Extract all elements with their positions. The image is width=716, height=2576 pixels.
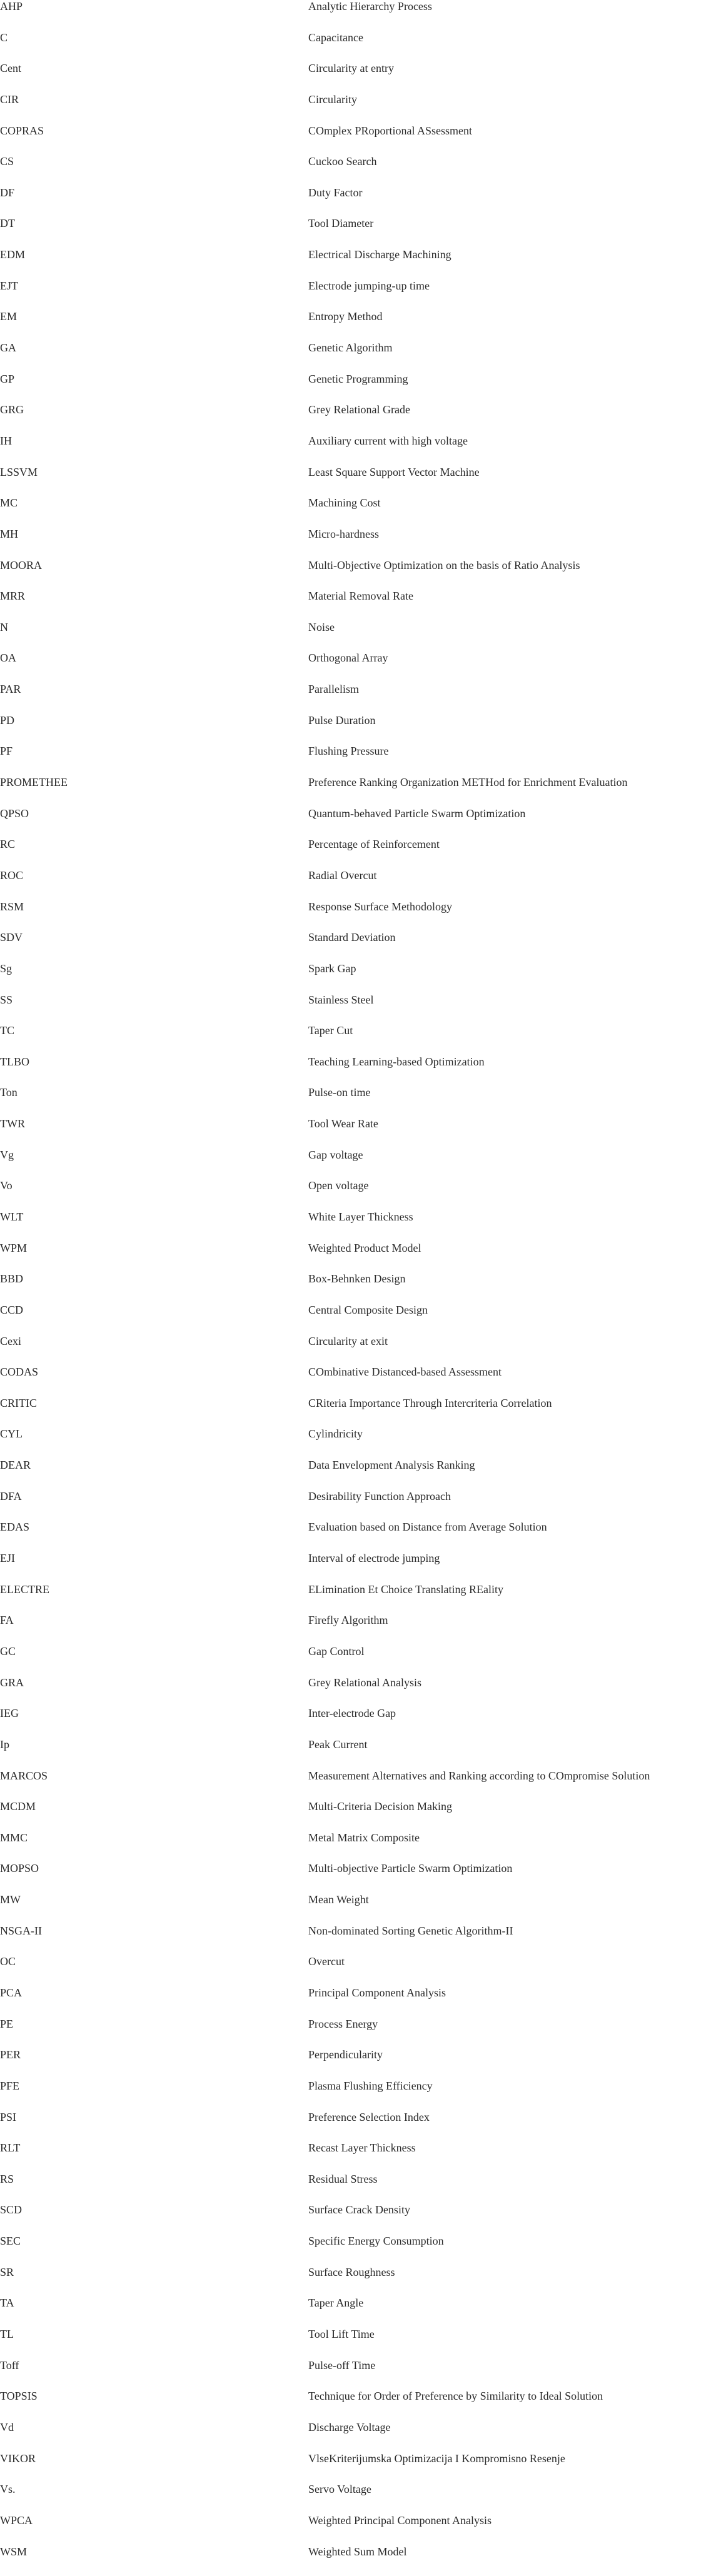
abbreviation-term: IH (0, 434, 12, 447)
abbreviation-definition: Servo Voltage (308, 2483, 371, 2496)
abbreviation-definition: Preference Selection Index (308, 2110, 430, 2123)
abbreviation-definition: Circularity at exit (308, 1334, 388, 1347)
abbreviation-row (0, 1086, 716, 1117)
abbreviation-definition: Specific Energy Consumption (308, 2235, 444, 2248)
abbreviation-definition: Pulse-on time (308, 1086, 371, 1099)
abbreviation-term: WPCA (0, 2513, 33, 2527)
abbreviation-row (0, 1024, 716, 1055)
abbreviation-row (0, 1769, 716, 1801)
abbreviation-definition: Duty Factor (308, 186, 363, 199)
abbreviation-row (0, 2452, 716, 2483)
abbreviation-term: CRITIC (0, 1396, 38, 1409)
abbreviation-definition: Weighted Product Model (308, 1241, 421, 1254)
abbreviation-term: OA (0, 652, 16, 665)
abbreviation-definition: COmplex PRoportional ASsessment (308, 124, 473, 137)
abbreviation-row (0, 1117, 716, 1149)
abbreviation-definition: Least Square Support Vector Machine (308, 465, 480, 478)
abbreviation-row (0, 2421, 716, 2452)
abbreviation-term: SEC (0, 2235, 21, 2248)
abbreviation-definition: ELimination Et Choice Translating REality (308, 1582, 503, 1596)
abbreviation-definition: Gap Control (308, 1644, 365, 1658)
abbreviation-row (0, 1614, 716, 1645)
abbreviation-term: ROC (0, 868, 24, 882)
abbreviation-definition: Weighted Sum Model (308, 2545, 407, 2558)
abbreviation-definition: Surface Roughness (308, 2265, 395, 2278)
abbreviation-definition: White Layer Thickness (308, 1210, 413, 1223)
abbreviation-term: IEG (0, 1707, 19, 1720)
abbreviation-term: TOPSIS (0, 2390, 38, 2403)
abbreviation-term: PROMETHEE (0, 776, 68, 789)
abbreviation-term: TA (0, 2297, 14, 2310)
abbreviation-term: SR (0, 2265, 14, 2278)
abbreviation-definition: Circularity at entry (308, 62, 394, 75)
abbreviation-term: BBD (0, 1272, 24, 1285)
abbreviation-row (0, 1459, 716, 1490)
abbreviation-row (0, 1955, 716, 1986)
abbreviation-definition: COmbinative Distanced-based Assessment (308, 1366, 502, 1379)
abbreviation-term: RLT (0, 2141, 21, 2155)
abbreviation-row (0, 403, 716, 435)
abbreviation-row (0, 496, 716, 528)
abbreviation-definition: Tool Wear Rate (308, 1117, 378, 1130)
abbreviation-definition: Inter-electrode Gap (308, 1707, 396, 1720)
abbreviation-row (0, 1645, 716, 1676)
abbreviation-definition: Percentage of Reinforcement (308, 838, 440, 851)
abbreviation-row (0, 962, 716, 994)
abbreviation-row (0, 93, 716, 124)
abbreviation-row (0, 1862, 716, 1893)
abbreviation-term: AHP (0, 0, 23, 13)
abbreviation-term: PE (0, 2017, 14, 2030)
abbreviation-row (0, 2018, 716, 2049)
abbreviation-term: MARCOS (0, 1769, 48, 1782)
abbreviation-definition: Auxiliary current with high voltage (308, 434, 468, 447)
abbreviation-definition: Electrical Discharge Machining (308, 248, 451, 261)
abbreviation-term: QPSO (0, 807, 29, 820)
abbreviation-definition: Multi-objective Particle Swarm Optimization (308, 1862, 513, 1875)
abbreviation-definition: Quantum-behaved Particle Swarm Optimization (308, 807, 526, 820)
abbreviation-definition: Surface Crack Density (308, 2203, 410, 2216)
abbreviation-definition: Grey Relational Analysis (308, 1676, 421, 1689)
abbreviation-row (0, 31, 716, 63)
abbreviation-definition: Pulse-off Time (308, 2358, 376, 2372)
abbreviation-term: COPRAS (0, 124, 44, 137)
abbreviation-term: LSSVM (0, 465, 38, 478)
abbreviation-term: EJI (0, 1552, 15, 1565)
abbreviation-row (0, 1490, 716, 1521)
abbreviation-definition: Residual Stress (308, 2172, 378, 2185)
abbreviation-definition: Data Envelopment Analysis Ranking (308, 1459, 475, 1472)
abbreviation-row (0, 1210, 716, 1242)
abbreviation-term: C (0, 31, 8, 44)
abbreviation-term: EJT (0, 279, 18, 292)
abbreviation-row (0, 1707, 716, 1738)
abbreviation-term: PD (0, 713, 15, 727)
abbreviation-definition: Multi-Criteria Decision Making (308, 1800, 452, 1813)
abbreviation-term: Sg (0, 962, 13, 975)
abbreviation-definition: Cuckoo Search (308, 155, 377, 168)
abbreviation-row (0, 2297, 716, 2328)
abbreviation-term: WSM (0, 2545, 28, 2558)
abbreviation-row (0, 2235, 716, 2266)
abbreviation-term: MMC (0, 1831, 28, 1844)
abbreviation-row (0, 1272, 716, 1304)
abbreviation-term: WPM (0, 1241, 28, 1254)
abbreviation-definition: Discharge Voltage (308, 2420, 391, 2433)
abbreviation-row (0, 1583, 716, 1614)
abbreviation-term: PFE (0, 2079, 20, 2092)
abbreviation-row (0, 1242, 716, 1273)
abbreviation-definition: Spark Gap (308, 962, 356, 975)
abbreviation-term: Cent (0, 62, 21, 75)
abbreviation-definition: Weighted Principal Component Analysis (308, 2513, 492, 2527)
abbreviation-row (0, 2328, 716, 2359)
abbreviation-row (0, 900, 716, 932)
abbreviation-term: GC (0, 1644, 16, 1658)
abbreviation-term: DF (0, 186, 15, 199)
abbreviation-row (0, 2111, 716, 2142)
abbreviation-term: Cexi (0, 1334, 21, 1347)
abbreviation-definition: Orthogonal Array (308, 652, 388, 665)
abbreviation-row (0, 373, 716, 404)
abbreviation-definition: Noise (308, 620, 335, 633)
abbreviation-term: EM (0, 310, 17, 323)
abbreviation-row (0, 1149, 716, 1180)
abbreviation-definition: Measurement Alternatives and Ranking according to COmpromise Solution (308, 1769, 650, 1782)
abbreviation-term: Ip (0, 1738, 9, 1751)
abbreviation-term: PAR (0, 683, 21, 696)
abbreviation-definition: Flushing Pressure (308, 745, 389, 758)
abbreviation-term: Ton (0, 1086, 18, 1099)
abbreviation-row (0, 931, 716, 962)
abbreviation-row (0, 248, 716, 279)
abbreviation-term: PSI (0, 2110, 17, 2123)
abbreviation-definition: Capacitance (308, 31, 363, 44)
abbreviation-definition: Electrode jumping-up time (308, 279, 430, 292)
abbreviation-row (0, 1427, 716, 1459)
abbreviation-definition: Stainless Steel (308, 993, 374, 1006)
abbreviation-row (0, 1800, 716, 1831)
abbreviation-definition: Taper Cut (308, 1024, 353, 1037)
abbreviation-term: PF (0, 745, 13, 758)
abbreviation-row (0, 186, 716, 218)
abbreviation-row (0, 1676, 716, 1708)
abbreviation-term: GRG (0, 403, 24, 416)
abbreviation-term: RC (0, 838, 16, 851)
abbreviation-row (0, 683, 716, 714)
abbreviation-row (0, 652, 716, 683)
abbreviation-row (0, 1831, 716, 1863)
abbreviation-definition: Preference Ranking Organization METHod for Enrichment Evaluation (308, 776, 628, 789)
abbreviation-row (0, 2390, 716, 2421)
abbreviation-term: EDAS (0, 1521, 30, 1534)
abbreviation-definition: Plasma Flushing Efficiency (308, 2079, 433, 2092)
abbreviation-row (0, 279, 716, 311)
abbreviation-definition: Box-Behnken Design (308, 1272, 406, 1285)
abbreviation-term: Vg (0, 1148, 14, 1161)
abbreviation-definition: Teaching Learning-based Optimization (308, 1055, 485, 1068)
abbreviation-row (0, 341, 716, 373)
abbreviation-definition: Pulse Duration (308, 713, 376, 727)
abbreviation-term: PCA (0, 1986, 23, 1999)
abbreviation-row (0, 124, 716, 156)
abbreviation-row (0, 2514, 716, 2545)
abbreviation-row (0, 1521, 716, 1552)
abbreviation-term: TC (0, 1024, 15, 1037)
abbreviation-definition: Evaluation based on Distance from Average Solution (308, 1521, 547, 1534)
abbreviation-term: TLBO (0, 1055, 29, 1068)
abbreviation-term: TWR (0, 1117, 25, 1130)
abbreviation-term: WLT (0, 1210, 24, 1223)
abbreviation-term: MW (0, 1893, 21, 1906)
abbreviation-row (0, 1304, 716, 1335)
abbreviation-definition: Overcut (308, 1955, 345, 1968)
abbreviation-term: GRA (0, 1676, 24, 1689)
abbreviation-row (0, 528, 716, 559)
abbreviation-term: DT (0, 217, 15, 230)
abbreviation-definition: Mean Weight (308, 1893, 369, 1906)
abbreviation-definition: VlseKriterijumska Optimizacija I Kompromisno Resenje (308, 2452, 565, 2465)
abbreviation-term: GA (0, 341, 16, 355)
abbreviation-row (0, 994, 716, 1025)
abbreviation-definition: CRiteria Importance Through Intercriteria Correlation (308, 1396, 552, 1409)
abbreviation-term: EDM (0, 248, 25, 261)
abbreviation-row (0, 2048, 716, 2080)
abbreviation-definition: Firefly Algorithm (308, 1614, 388, 1627)
abbreviation-row (0, 2203, 716, 2235)
abbreviation-definition: Tool Diameter (308, 217, 374, 230)
abbreviation-definition: Perpendicularity (308, 2048, 383, 2061)
abbreviation-definition: Entropy Method (308, 310, 383, 323)
abbreviation-term: MRR (0, 590, 26, 603)
abbreviation-term: MCDM (0, 1800, 36, 1813)
abbreviation-term: MOPSO (0, 1862, 39, 1875)
abbreviation-definition: Recast Layer Thickness (308, 2141, 416, 2155)
abbreviation-definition: Multi-Objective Optimization on the basis of Ratio Analysis (308, 558, 580, 571)
abbreviation-row (0, 869, 716, 900)
abbreviation-definition: Gap voltage (308, 1148, 363, 1161)
abbreviation-term: MOORA (0, 558, 43, 571)
abbreviation-definition: Micro-hardness (308, 527, 379, 540)
abbreviation-term: Vd (0, 2420, 14, 2433)
abbreviation-definition: Grey Relational Grade (308, 403, 410, 416)
abbreviation-definition: Central Composite Design (308, 1303, 428, 1316)
abbreviation-term: DEAR (0, 1459, 31, 1472)
abbreviation-row (0, 1924, 716, 1956)
abbreviation-row (0, 776, 716, 807)
abbreviation-row (0, 2483, 716, 2514)
abbreviation-row (0, 1397, 716, 1428)
abbreviation-definition: Cylindricity (308, 1427, 363, 1441)
abbreviation-definition: Principal Component Analysis (308, 1986, 446, 1999)
abbreviation-row (0, 590, 716, 621)
abbreviation-row (0, 2141, 716, 2173)
abbreviation-definition: Genetic Algorithm (308, 341, 393, 355)
abbreviation-row (0, 310, 716, 341)
abbreviation-term: ELECTRE (0, 1582, 49, 1596)
abbreviation-definition: Metal Matrix Composite (308, 1831, 420, 1844)
abbreviation-definition: Material Removal Rate (308, 590, 413, 603)
abbreviation-term: FA (0, 1614, 14, 1627)
abbreviation-row (0, 62, 716, 93)
abbreviation-definition: Non-dominated Sorting Genetic Algorithm-II (308, 1924, 513, 1937)
abbreviation-definition: Circularity (308, 93, 357, 106)
abbreviation-term: DFA (0, 1489, 22, 1502)
abbreviation-term: NSGA-II (0, 1924, 42, 1937)
abbreviation-row (0, 714, 716, 745)
abbreviation-row (0, 1986, 716, 2018)
abbreviation-definition: Process Energy (308, 2017, 378, 2030)
abbreviation-definition: Desirability Function Approach (308, 1489, 451, 1502)
abbreviation-row (0, 1893, 716, 1924)
abbreviation-definition: Genetic Programming (308, 372, 408, 385)
abbreviation-term: SCD (0, 2203, 23, 2216)
abbreviation-row (0, 155, 716, 186)
abbreviation-definition: Radial Overcut (308, 868, 377, 882)
abbreviation-row (0, 2266, 716, 2297)
abbreviation-row (0, 2545, 716, 2576)
abbreviation-definition: Standard Deviation (308, 931, 396, 944)
abbreviation-row (0, 807, 716, 838)
abbreviation-term: N (0, 620, 8, 633)
abbreviation-row (0, 1179, 716, 1210)
abbreviation-row (0, 0, 716, 31)
abbreviation-row (0, 2173, 716, 2204)
abbreviation-definition: Tool Lift Time (308, 2328, 375, 2341)
abbreviation-row (0, 2080, 716, 2111)
abbreviation-term: MC (0, 496, 18, 510)
abbreviation-term: OC (0, 1955, 16, 1968)
abbreviation-term: RS (0, 2172, 14, 2185)
abbreviation-term: PER (0, 2048, 21, 2061)
abbreviation-term: Vo (0, 1179, 13, 1192)
abbreviation-term: CIR (0, 93, 19, 106)
abbreviation-term: Vs. (0, 2483, 16, 2496)
abbreviation-term: CYL (0, 1427, 23, 1441)
abbreviation-term: RSM (0, 900, 24, 913)
abbreviation-definition: Peak Current (308, 1738, 368, 1751)
abbreviation-term: MH (0, 527, 19, 540)
abbreviation-definition: Analytic Hierarchy Process (308, 0, 432, 13)
abbreviation-row (0, 435, 716, 466)
abbreviation-row (0, 1738, 716, 1769)
abbreviation-row (0, 1335, 716, 1366)
abbreviation-row (0, 1055, 716, 1087)
abbreviation-row (0, 466, 716, 497)
abbreviation-row (0, 1552, 716, 1583)
abbreviation-definition: Response Surface Methodology (308, 900, 452, 913)
abbreviation-term: SDV (0, 931, 23, 944)
abbreviation-definition: Machining Cost (308, 496, 381, 510)
abbreviation-row (0, 2359, 716, 2390)
abbreviation-term: CCD (0, 1303, 24, 1316)
abbreviation-term: GP (0, 372, 15, 385)
abbreviation-row (0, 559, 716, 590)
abbreviation-term: TL (0, 2328, 14, 2341)
abbreviation-definition: Taper Angle (308, 2297, 364, 2310)
abbreviation-definition: Interval of electrode jumping (308, 1552, 440, 1565)
abbreviation-definition: Parallelism (308, 683, 359, 696)
abbreviation-definition: Technique for Order of Preference by Similarity to Ideal Solution (308, 2390, 603, 2403)
abbreviation-term: Toff (0, 2358, 19, 2372)
abbreviation-term: CODAS (0, 1366, 39, 1379)
abbreviation-row (0, 838, 716, 869)
abbreviation-row (0, 621, 716, 652)
abbreviation-row (0, 745, 716, 776)
abbreviation-row (0, 1366, 716, 1397)
abbreviation-definition: Open voltage (308, 1179, 369, 1192)
abbreviation-term: CS (0, 155, 14, 168)
abbreviation-term: SS (0, 993, 13, 1006)
abbreviation-term: VIKOR (0, 2452, 36, 2465)
abbreviation-row (0, 217, 716, 248)
